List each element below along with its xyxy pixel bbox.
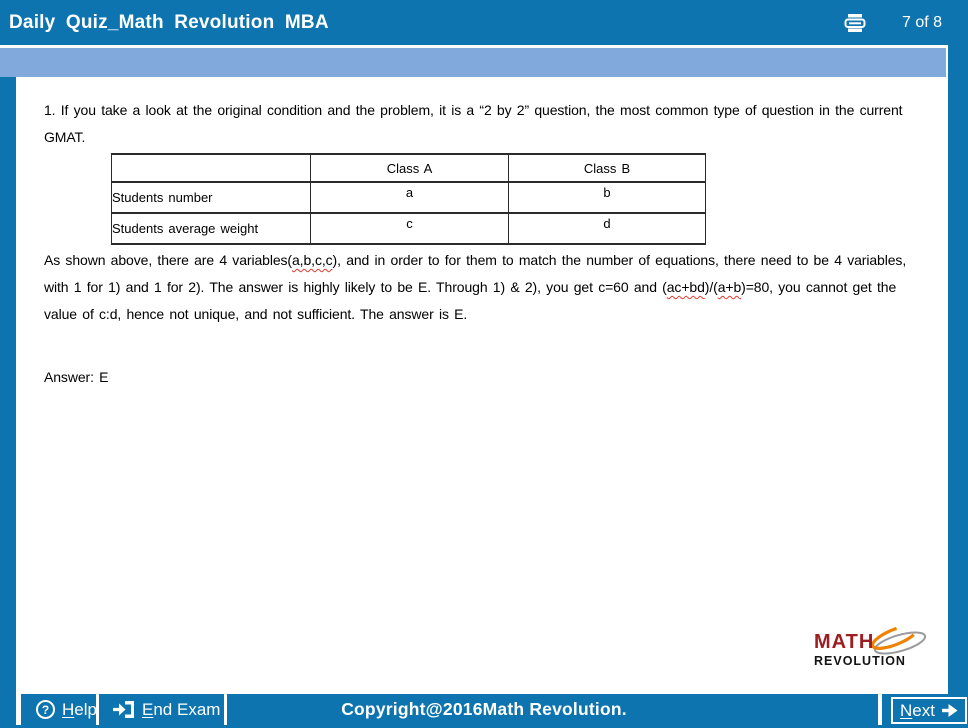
question-intro-text: 1. If you take a look at the original condition and the problem, it is a “2 by 2” question, the most common type of question in the current GMAT. (44, 102, 903, 145)
help-button-label: Help (62, 699, 97, 719)
table-header-class-b: Class B (509, 154, 706, 182)
question-table (111, 153, 706, 245)
cell-value: b (509, 182, 706, 213)
end-exam-button-label: End Exam (142, 699, 221, 719)
table-header-row (112, 154, 706, 182)
table-header-class-a: Class A (311, 154, 509, 182)
next-button[interactable] (891, 697, 967, 724)
answer-text: Answer: E (44, 369, 109, 385)
math-revolution-logo (813, 626, 931, 670)
logo-word-revolution: REVOLUTION (814, 654, 906, 668)
footer-bar (0, 694, 968, 728)
logo-word-math: MATH (814, 631, 875, 653)
cell-value: c (311, 213, 509, 244)
cell-value: d (509, 213, 706, 244)
title-bar (0, 0, 968, 45)
page-indicator: 7 of 8 (901, 14, 942, 31)
header-strip (0, 48, 946, 77)
question-circle-icon: ? (36, 700, 55, 719)
table-row (112, 182, 706, 213)
arrow-right-icon (941, 703, 958, 718)
table-header-empty (112, 154, 311, 182)
exit-door-arrow-icon (112, 700, 135, 719)
printer-icon[interactable] (842, 13, 868, 33)
cell-value: a (311, 182, 509, 213)
logo-orange-swoosh-icon (870, 626, 920, 653)
row-label: Students number (112, 182, 311, 213)
copyright-text: Copyright@2016Math Revolution. (341, 699, 627, 719)
app-title: Daily Quiz_Math Revolution MBA (9, 12, 329, 33)
end-exam-button[interactable] (112, 694, 220, 725)
next-button-label: Next (900, 700, 935, 720)
left-frame (0, 77, 16, 694)
table-row (112, 213, 706, 244)
explanation-text: As shown above, there are 4 variables(a,b,c,c), and in order to for them to match the number of equations, there need to be 4 variables, with 1 for 1) and 1 for 2). The answer is highly likely to be E. Through 1) & 2), you get c=60 and (ac+bd)/(a+b)=80, you cannot get the value of c:d, hence not unique, and not sufficient. The answer is E. (44, 252, 907, 322)
help-button[interactable] (36, 694, 97, 725)
row-label: Students average weight (112, 213, 311, 244)
right-frame (948, 45, 968, 694)
